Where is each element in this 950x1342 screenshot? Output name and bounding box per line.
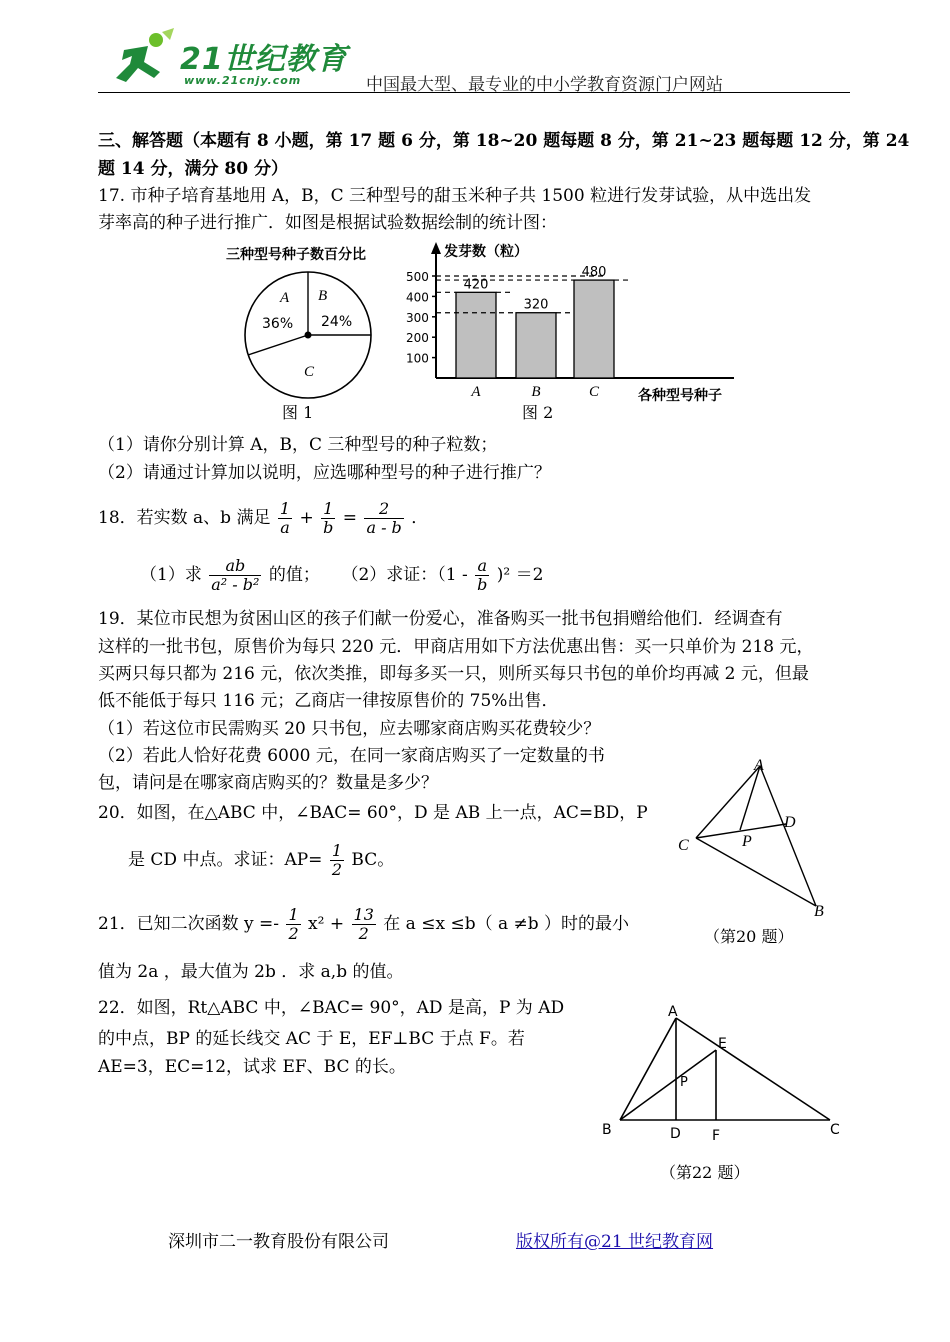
q20-label-c: C — [678, 837, 689, 854]
q22-label-d: D — [670, 1126, 681, 1142]
q20-label-a: A — [754, 757, 764, 774]
q19-line1: 19．某位市民想为贫困山区的孩子们献一份爱心，准备购买一批书包捐赠给他们．经调查有 — [98, 609, 783, 629]
q21-line2: 值为 2a ，最大值为 2b ．求 a,b 的值。 — [98, 962, 404, 982]
bar-value-A: 420 — [463, 277, 489, 293]
q18-frac2: $\frac{1}{b}$ — [323, 499, 334, 537]
q18-sub1-prefix: （1）求 — [140, 565, 202, 585]
pie-center — [305, 332, 312, 339]
pie-pct-a: 36% — [262, 316, 294, 332]
q18-frac1: $\frac{1}{a}$ — [279, 499, 291, 537]
header-slogan: 中国最大型、最专业的中小学教育资源门户网站 — [366, 75, 723, 95]
q22-line2: 的中点，BP 的延长线交 AC 于 E，EF⊥BC 于点 F。若 — [98, 1029, 525, 1049]
bar-ytick-label-300: 300 — [406, 310, 429, 325]
q20-line2 — [128, 838, 394, 882]
q20-label-b: B — [814, 903, 824, 920]
q22-line1: 22．如图，Rt△ABC 中，∠BAC= 90°，AD 是高，P 为 AD — [98, 998, 565, 1018]
q17-sub2: （2）请通过计算加以说明，应选哪种型号的种子进行推广？ — [98, 463, 551, 483]
pie-divider-left — [248, 335, 308, 355]
bar-caption: 图 2 — [522, 403, 554, 422]
q22-label-f: F — [712, 1128, 721, 1144]
q21-prefix: 21．已知二次函数 y =- — [98, 914, 280, 934]
q21-mid: x² + — [308, 914, 345, 934]
q18-end: ． — [411, 508, 429, 528]
q22-label-b: B — [602, 1122, 612, 1138]
q22-label-c: C — [830, 1122, 840, 1138]
q21-frac2: $\frac{13}{2}$ — [353, 905, 374, 943]
q22-label-e: E — [718, 1036, 727, 1052]
bar-value-C: 480 — [581, 265, 607, 281]
pie-pct-b: 24% — [321, 314, 353, 330]
bar-category-B: B — [531, 384, 541, 400]
q19-line2: 这样的一批书包，原售价为每只 220 元．甲商店用如下方法优惠出售：买一只单价为 218 元， — [98, 637, 814, 657]
section-title-2: 题 14 分，满分 80 分） — [98, 159, 288, 179]
q18-sub2-frac: $\frac{a}{b}$ — [477, 556, 488, 594]
q18-line1 — [98, 496, 428, 540]
q19-sub2-line1: （2）若此人恰好花费 6000 元，在同一家商店购买了一定数量的书 — [98, 746, 605, 766]
q18-sub1-suffix: 的值； — [268, 565, 320, 585]
q19-line3: 买两只每只都为 216 元，依次类推，即每多买一只，则所买每只书包的单价均再减 2 元，但最 — [98, 664, 809, 684]
q18-sub2-suffix: )² ＝2 — [496, 565, 544, 585]
q20-line2-prefix: 是 CD 中点。求证：AP= — [128, 850, 323, 870]
q20-label-p: P — [742, 833, 752, 850]
pie-chart — [220, 240, 400, 425]
q21-suffix: 在 a ≤x ≤b（ a ≠b ）时的最小 — [383, 914, 630, 934]
q21-line1 — [98, 902, 629, 946]
q22-line3: AE=3，EC=12，试求 EF、BC 的长。 — [98, 1057, 406, 1077]
q22-label-a: A — [668, 1004, 678, 1020]
logo-title: 21世纪教育 — [180, 42, 348, 77]
bar-category-C: C — [588, 384, 600, 400]
q18-eq: = — [342, 508, 358, 528]
q22-figure — [598, 1002, 850, 1187]
pie-label-c: C — [304, 364, 315, 380]
logo-url: www.21cnjy.com — [184, 74, 302, 87]
q20-line1: 20．如图，在△ABC 中，∠BAC= 60°，D 是 AB 上一点，AC=BD，P — [98, 803, 648, 823]
pie-title: 三种型号种子数百分比 — [226, 247, 366, 263]
pie-label-b: B — [318, 288, 328, 304]
q18-frac3: $\frac{2}{a - b}$ — [366, 499, 402, 537]
bar-value-B: 320 — [523, 297, 549, 313]
runner-logo-icon — [104, 28, 174, 90]
q18-sub2-prefix: （2）求证：（1 - — [341, 565, 468, 585]
q20-figure — [672, 752, 842, 947]
bar-B — [516, 313, 556, 378]
q20-triangle-diagram — [672, 752, 842, 947]
q19-line4: 低不能低于每只 116 元；乙商店一律按原售价的 75%出售． — [98, 691, 559, 711]
bar-y-arrow — [431, 242, 441, 254]
bar-ytick-label-100: 100 — [406, 351, 429, 366]
q17-line1: 17. 市种子培育基地用 A，B，C 三种型号的甜玉米种子共 1500 粒进行发芽试验，从中选出发 — [98, 186, 812, 206]
pie-label-a: A — [280, 290, 290, 306]
bar-chart — [404, 238, 744, 428]
q20-caption: （第20 题） — [704, 927, 794, 946]
bar-ytick-label-500: 500 — [406, 270, 429, 284]
bar-ytick-label-200: 200 — [406, 331, 429, 346]
section-title-1: 三、解答题（本题有 8 小题，第 17 题 6 分，第 18~20 题每题 8 分，第 21~23 题每题 12 分，第 24 — [98, 131, 910, 151]
header-logo — [104, 28, 354, 90]
q17-pie-figure — [220, 240, 400, 425]
footer-copyright-link[interactable]: 版权所有@21 世纪教育网 — [516, 1232, 714, 1252]
q18-prefix: 18．若实数 a、b 满足 — [98, 508, 271, 528]
q19-sub2-line2: 包，请问是在哪家商店购买的？数量是多少？ — [98, 773, 438, 793]
q21-frac1: $\frac{1}{2}$ — [288, 905, 299, 943]
q18-subs — [140, 553, 543, 597]
bar-xlabel: 各种型号种子 — [638, 388, 722, 404]
bar-title: 发芽数（粒） — [444, 244, 528, 260]
q19-sub1: （1）若这位市民需购买 20 只书包，应去哪家商店购买花费较少？ — [98, 719, 601, 739]
q20-frac: $\frac{1}{2}$ — [331, 841, 342, 879]
q17-sub1: （1）请你分别计算 A，B，C 三种型号的种子粒数； — [98, 435, 498, 455]
q17-line2: 芽率高的种子进行推广．如图是根据试验数据绘制的统计图： — [98, 213, 557, 233]
bar-C — [574, 280, 614, 378]
header-rule — [98, 92, 850, 93]
q18-sub1-frac: $\frac{ab}{\text{a² - b²}}$ — [211, 556, 260, 594]
footer-company: 深圳市二一教育股份有限公司 — [168, 1232, 389, 1252]
q22-caption: （第22 题） — [660, 1163, 750, 1182]
q18-plus: + — [299, 508, 314, 528]
bar-category-A: A — [471, 384, 481, 400]
q20-line2-suffix: BC。 — [351, 850, 395, 870]
pie-caption: 图 1 — [282, 403, 314, 422]
bar-A — [456, 292, 496, 378]
q17-bar-figure — [404, 238, 744, 428]
q20-label-d: D — [784, 814, 796, 831]
bar-ytick-label-400: 400 — [406, 290, 429, 305]
q22-label-p: P — [680, 1075, 688, 1090]
